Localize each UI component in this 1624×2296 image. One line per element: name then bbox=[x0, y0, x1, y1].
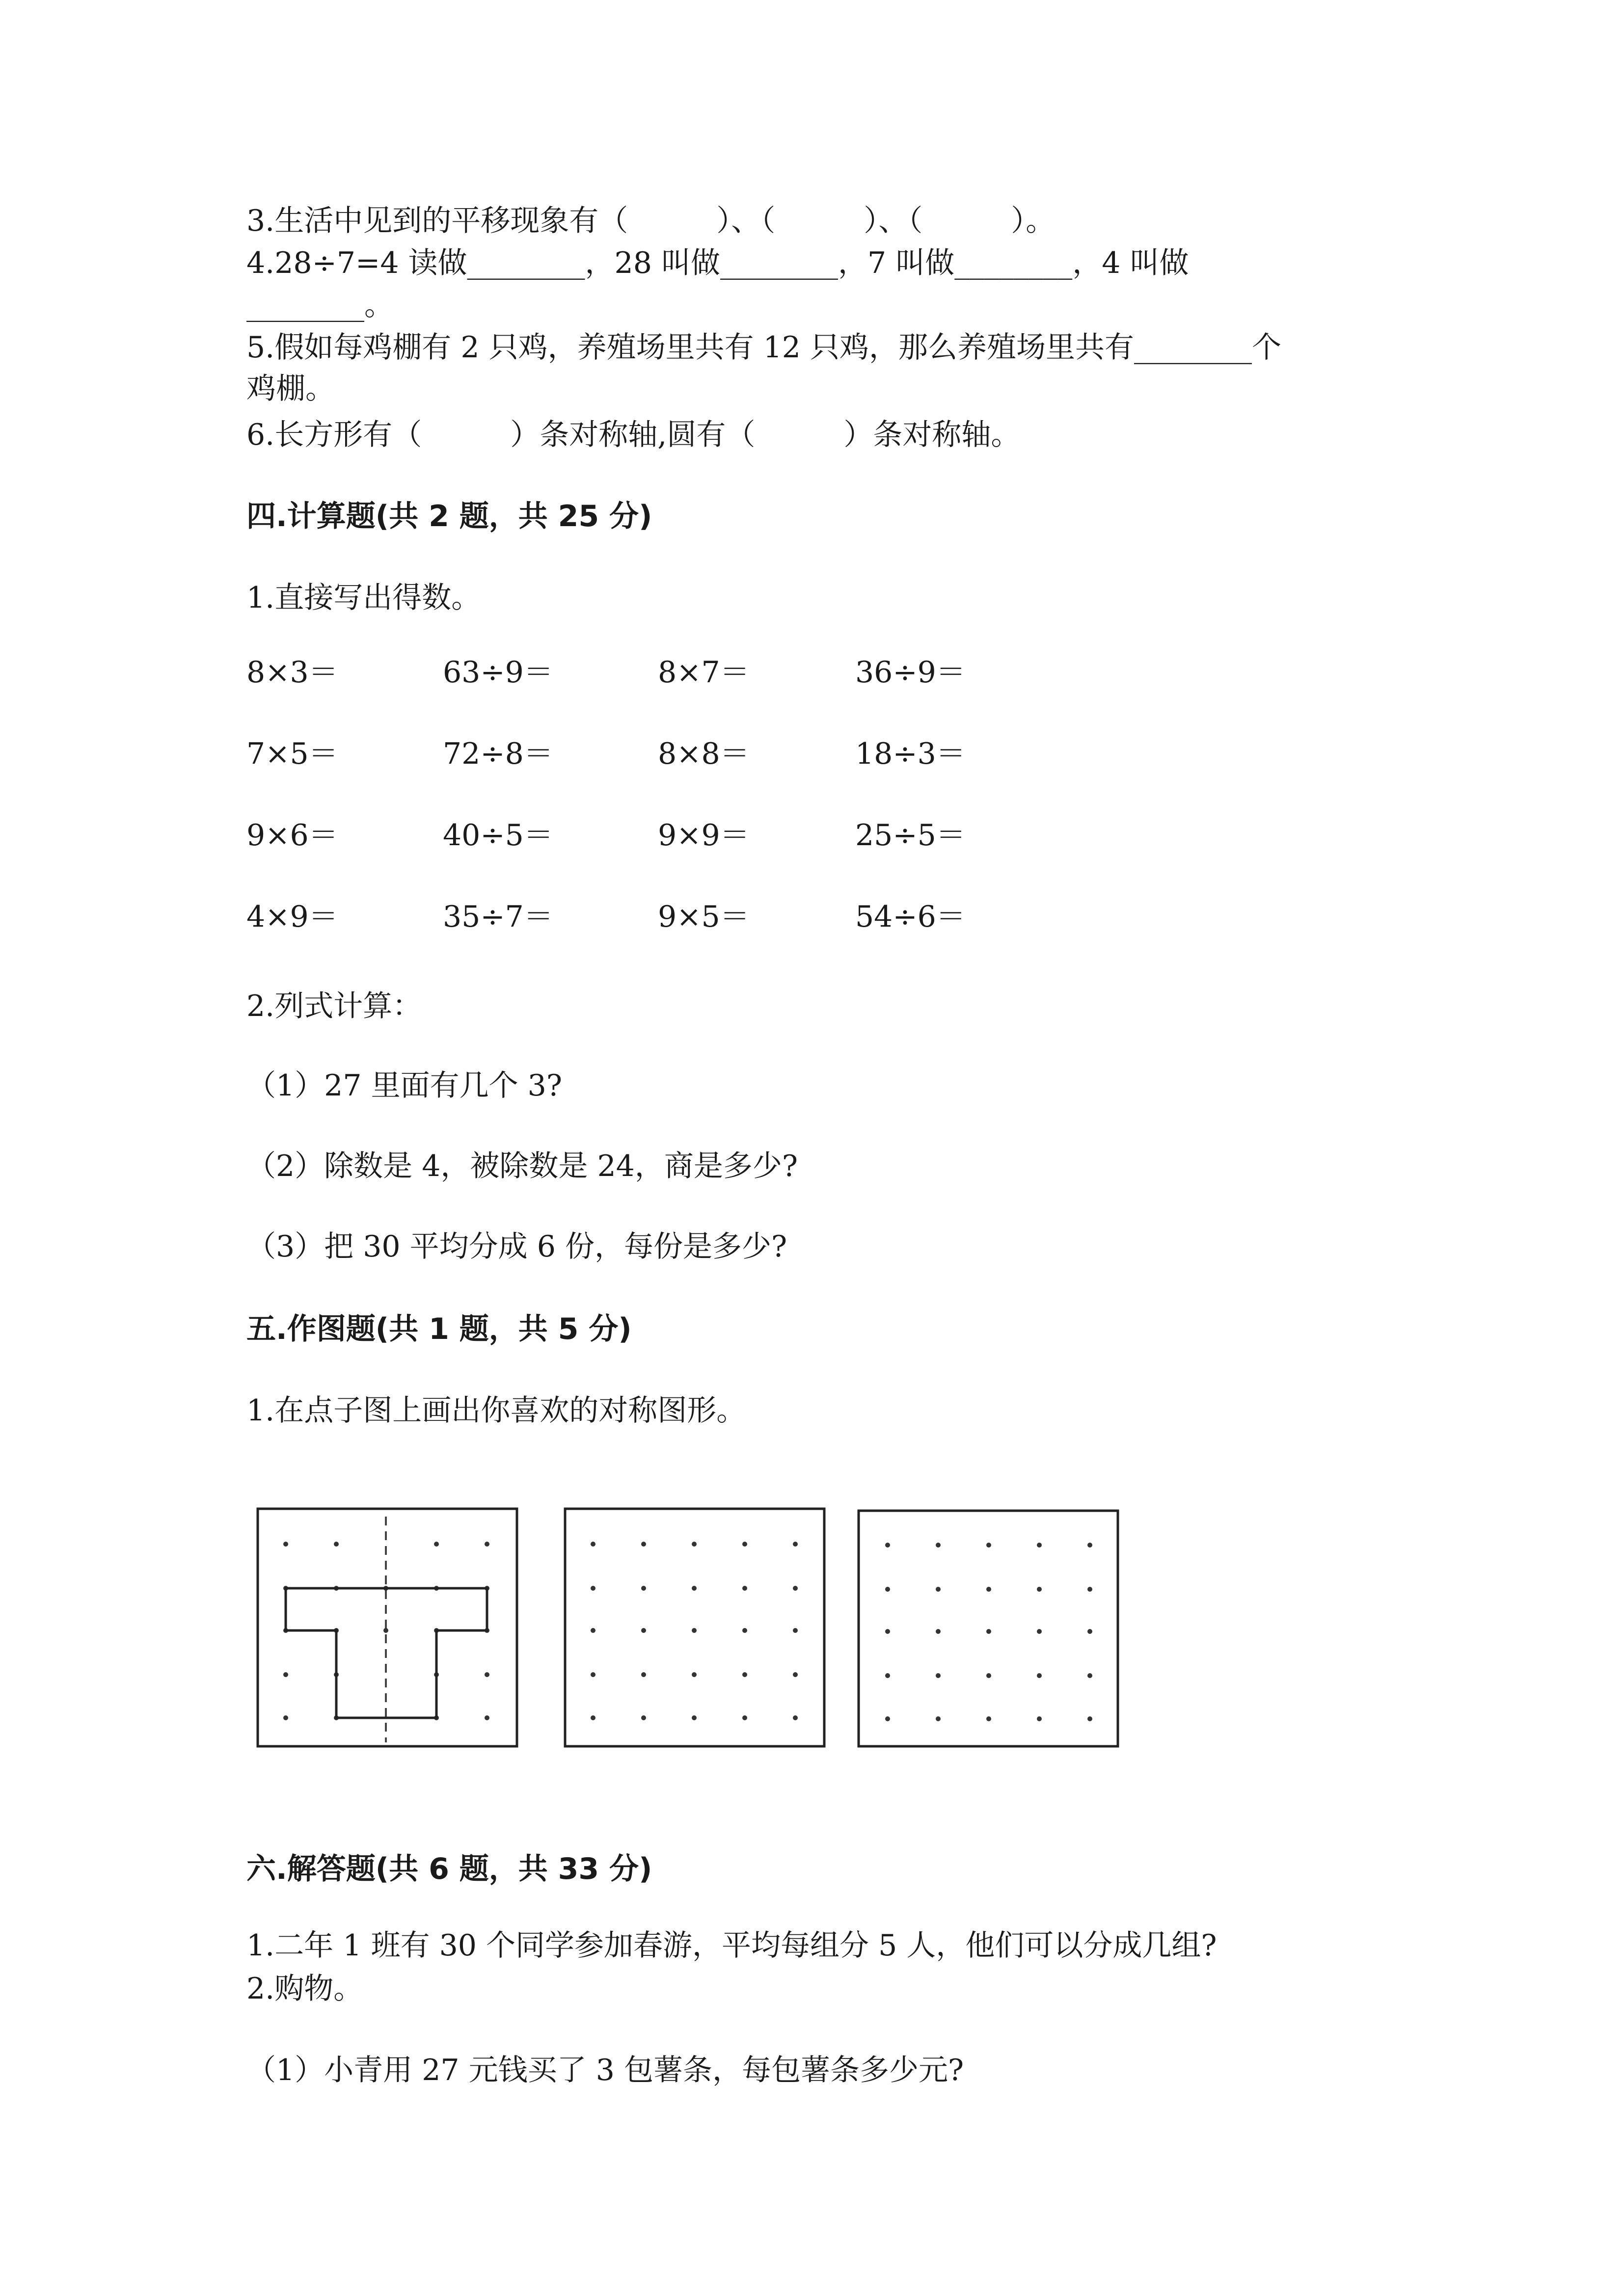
calc-row bbox=[246, 653, 1228, 734]
drawing-q1: 1.在点子图上画出你喜欢的对称图形。 bbox=[246, 1393, 746, 1428]
calc-problem: 54÷6＝ bbox=[855, 900, 966, 934]
calc-q1-title: 1.直接写出得数。 bbox=[246, 581, 481, 615]
calc-problem: 7×5＝ bbox=[246, 737, 338, 771]
question-4-line2: ________。 bbox=[246, 288, 394, 322]
calc-problem: 9×9＝ bbox=[658, 818, 750, 853]
calc-problem: 35÷7＝ bbox=[443, 900, 553, 934]
calc-problem: 8×3＝ bbox=[246, 655, 338, 690]
calc-problem: 9×5＝ bbox=[658, 900, 750, 934]
section-5-title: 五.作图题(共 1 题，共 5 分) bbox=[246, 1312, 632, 1346]
calc-row bbox=[246, 897, 1228, 979]
calc-problem-grid bbox=[246, 653, 1228, 979]
calc-row bbox=[246, 816, 1228, 897]
section-4-title: 四.计算题(共 2 题，共 25 分) bbox=[246, 499, 652, 534]
dot-grid-example bbox=[258, 1509, 517, 1746]
t-shape-figure bbox=[286, 1588, 487, 1718]
calc-row bbox=[246, 734, 1228, 816]
dot-grid-blank-2 bbox=[859, 1511, 1118, 1746]
calc-problem: 8×7＝ bbox=[658, 655, 750, 690]
question-3: 3.生活中见到的平移现象有（ ）、（ ）、（ ）。 bbox=[246, 204, 1056, 238]
dot-grid-blank-1 bbox=[565, 1509, 824, 1746]
answer-q2-sub1: （1）小青用 27 元钱买了 3 包薯条，每包薯条多少元? bbox=[246, 2053, 964, 2087]
answer-q1: 1.二年 1 班有 30 个同学参加春游，平均每组分 5 人，他们可以分成几组? bbox=[246, 1928, 1217, 1963]
section-6-title: 六.解答题(共 6 题，共 33 分) bbox=[246, 1852, 652, 1886]
calc-problem: 63÷9＝ bbox=[443, 655, 553, 690]
question-5-line2: 鸡棚。 bbox=[246, 372, 335, 406]
calc-problem: 4×9＝ bbox=[246, 900, 338, 934]
question-5-line1: 5.假如每鸡棚有 2 只鸡，养殖场里共有 12 只鸡，那么养殖场里共有________个 bbox=[246, 330, 1282, 365]
calc-problem: 36÷9＝ bbox=[855, 655, 966, 690]
question-6: 6.长方形有（ ）条对称轴,圆有（ ）条对称轴。 bbox=[246, 418, 1021, 452]
calc-problem: 40÷5＝ bbox=[443, 818, 553, 853]
calc-q2-item-3: （3）把 30 平均分成 6 份，每份是多少? bbox=[246, 1229, 787, 1264]
answer-q2: 2.购物。 bbox=[246, 1972, 363, 2006]
grid-dots bbox=[283, 1542, 489, 1720]
calc-problem: 72÷8＝ bbox=[443, 737, 553, 771]
calc-problem: 8×8＝ bbox=[658, 737, 750, 771]
calc-q2-item-2: （2）除数是 4，被除数是 24，商是多少? bbox=[246, 1149, 798, 1183]
calc-problem: 25÷5＝ bbox=[855, 818, 966, 853]
calc-q2-item-1: （1）27 里面有几个 3? bbox=[246, 1068, 563, 1103]
calc-problem: 9×6＝ bbox=[246, 818, 338, 853]
question-4-line1: 4.28÷7=4 读做________，28 叫做________，7 叫做________，4 叫做 bbox=[246, 246, 1189, 280]
calc-q2-title: 2.列式计算： bbox=[246, 989, 422, 1023]
calc-problem: 18÷3＝ bbox=[855, 737, 966, 771]
